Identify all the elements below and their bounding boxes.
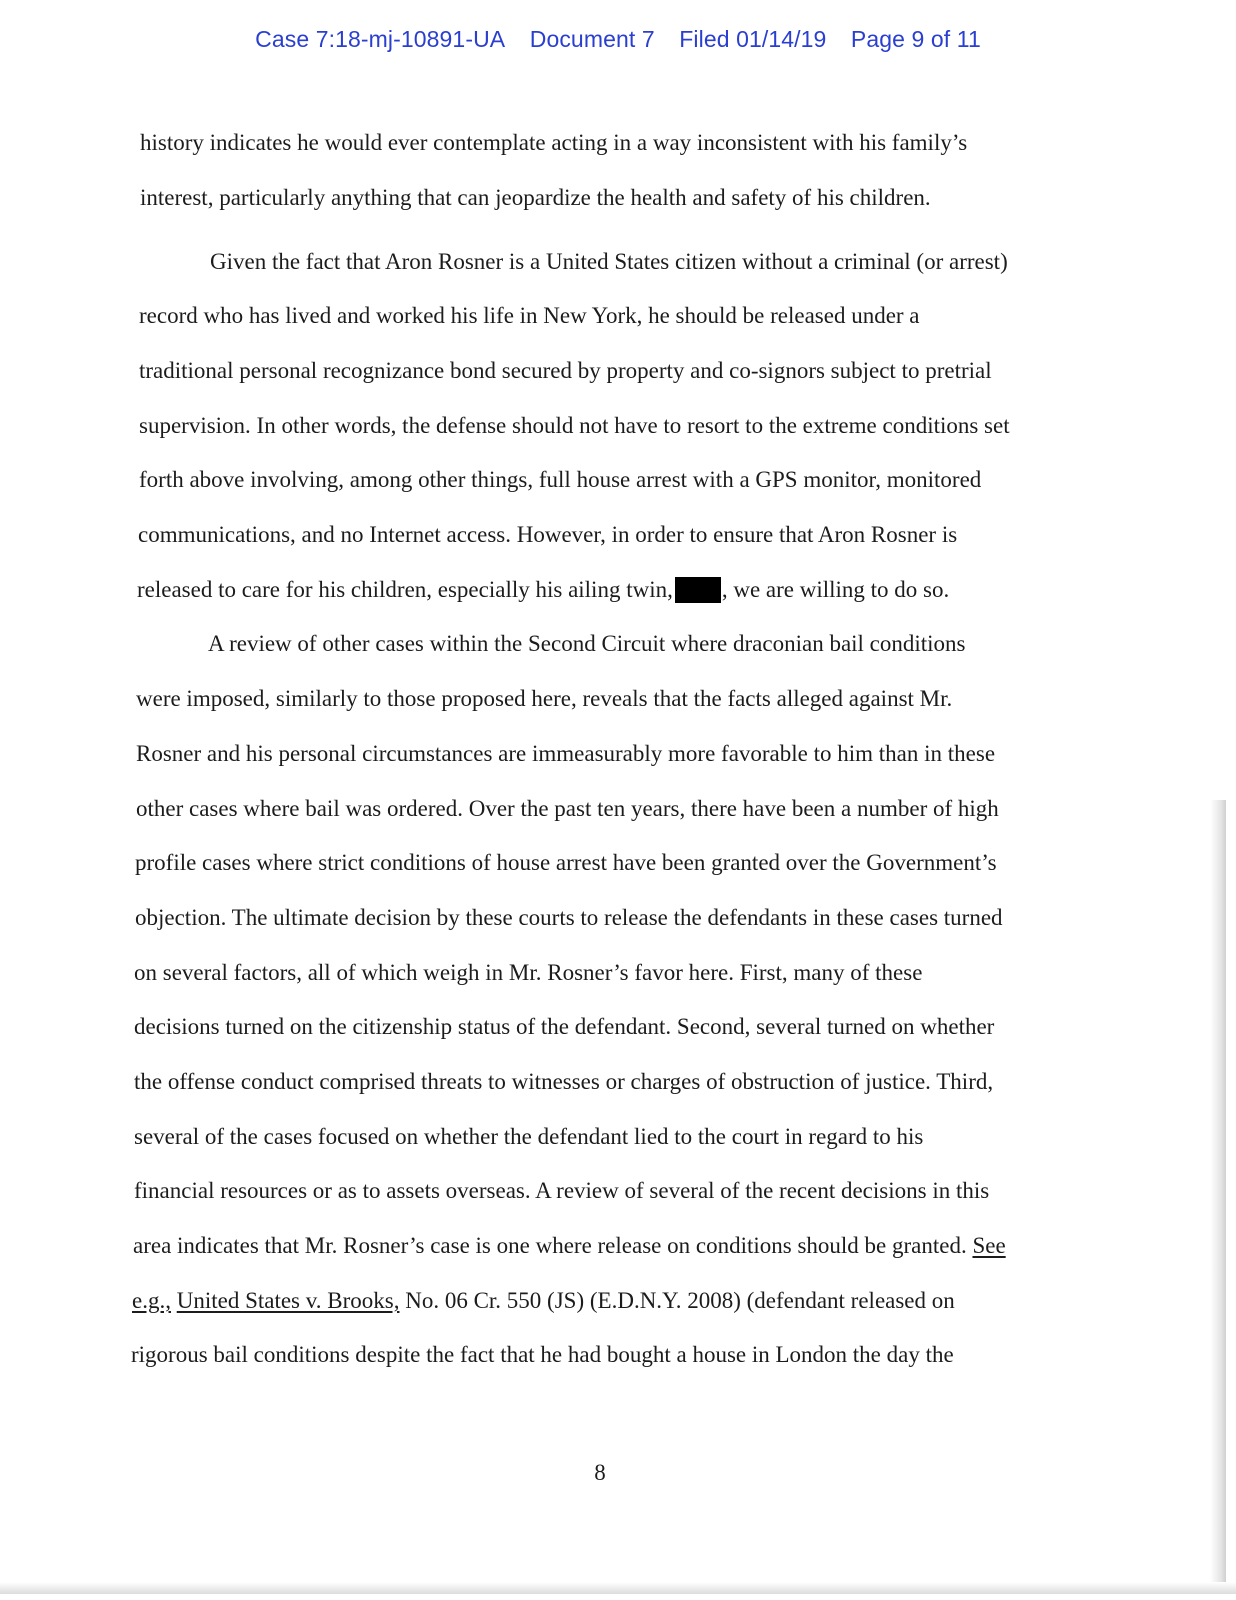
text-line: interest, particularly anything that can jeopardize the health and safety of his children. [140,185,931,210]
text-line [133,1231,1006,1261]
text-line: profile cases where strict conditions of house arrest have been granted over the Government’s [135,850,997,875]
text-line: Rosner and his personal circumstances are immeasurably more favorable to him than in these [136,741,996,766]
document-number: Document 7 [529,26,655,52]
text-line: the offense conduct comprised threats to witnesses or charges of obstruction of justice. Third, [134,1069,994,1094]
redaction-block [675,577,721,603]
text-line: several of the cases focused on whether the defendant lied to the court in regard to his [134,1124,924,1149]
citation-signal: See [972,1233,1006,1258]
page-indicator: Page 9 of 11 [850,26,981,52]
text-line: communications, and no Internet access. However, in order to ensure that Aron Rosner is [138,522,958,547]
text-line [137,575,949,605]
text-line: forth above involving, among other things, full house arrest with a GPS monitor, monitored [139,467,982,492]
case-number: Case 7:18-mj-10891-UA [255,26,506,52]
court-filing-header [0,26,1236,53]
text-fragment: released to care for his children, especially his ailing twin, [137,577,673,602]
scan-edge-shadow [1210,800,1226,1590]
text-line: objection. The ultimate decision by these courts to release the defendants in these cases turned [135,905,1003,930]
text-line: traditional personal recognizance bond secured by property and co-signors subject to pretrial [139,358,992,383]
text-line: record who has lived and worked his life in New York, he should be released under a [139,303,920,328]
text-line: supervision. In other words, the defense should not have to resort to the extreme conditions set [139,413,1010,438]
text-line: rigorous bail conditions despite the fact that he had bought a house in London the day the [131,1342,954,1367]
text-line: history indicates he would ever contemplate acting in a way inconsistent with his family’s [140,130,968,155]
citation-signal: e.g., [132,1288,171,1313]
text-line: Given the fact that Aron Rosner is a United States citizen without a criminal (or arrest) [210,249,1008,274]
text-line: on several factors, all of which weigh in Mr. Rosner’s favor here. First, many of these [134,960,923,985]
text-line: A review of other cases within the Second Circuit where draconian bail conditions [208,631,966,656]
case-citation: United States v. Brooks, [176,1288,400,1313]
filed-date: Filed 01/14/19 [679,26,827,52]
text-fragment: , we are willing to do so. [721,577,950,602]
text-fragment: area indicates that Mr. Rosner’s case is one where release on conditions should be granted. [133,1233,967,1258]
text-line: were imposed, similarly to those proposed here, reveals that the facts alleged against Mr. [136,686,953,711]
scan-edge-bottom [0,1582,1236,1594]
text-line: financial resources or as to assets overseas. A review of several of the recent decisions in this [134,1178,990,1203]
text-line [132,1286,955,1316]
text-fragment: No. 06 Cr. 550 (JS) (E.D.N.Y. 2008) (defendant released on [405,1288,955,1313]
text-line: other cases where bail was ordered. Over the past ten years, there have been a number of high [136,796,999,821]
text-line: decisions turned on the citizenship status of the defendant. Second, several turned on whether [134,1014,995,1039]
page-number: 8 [594,1460,606,1485]
